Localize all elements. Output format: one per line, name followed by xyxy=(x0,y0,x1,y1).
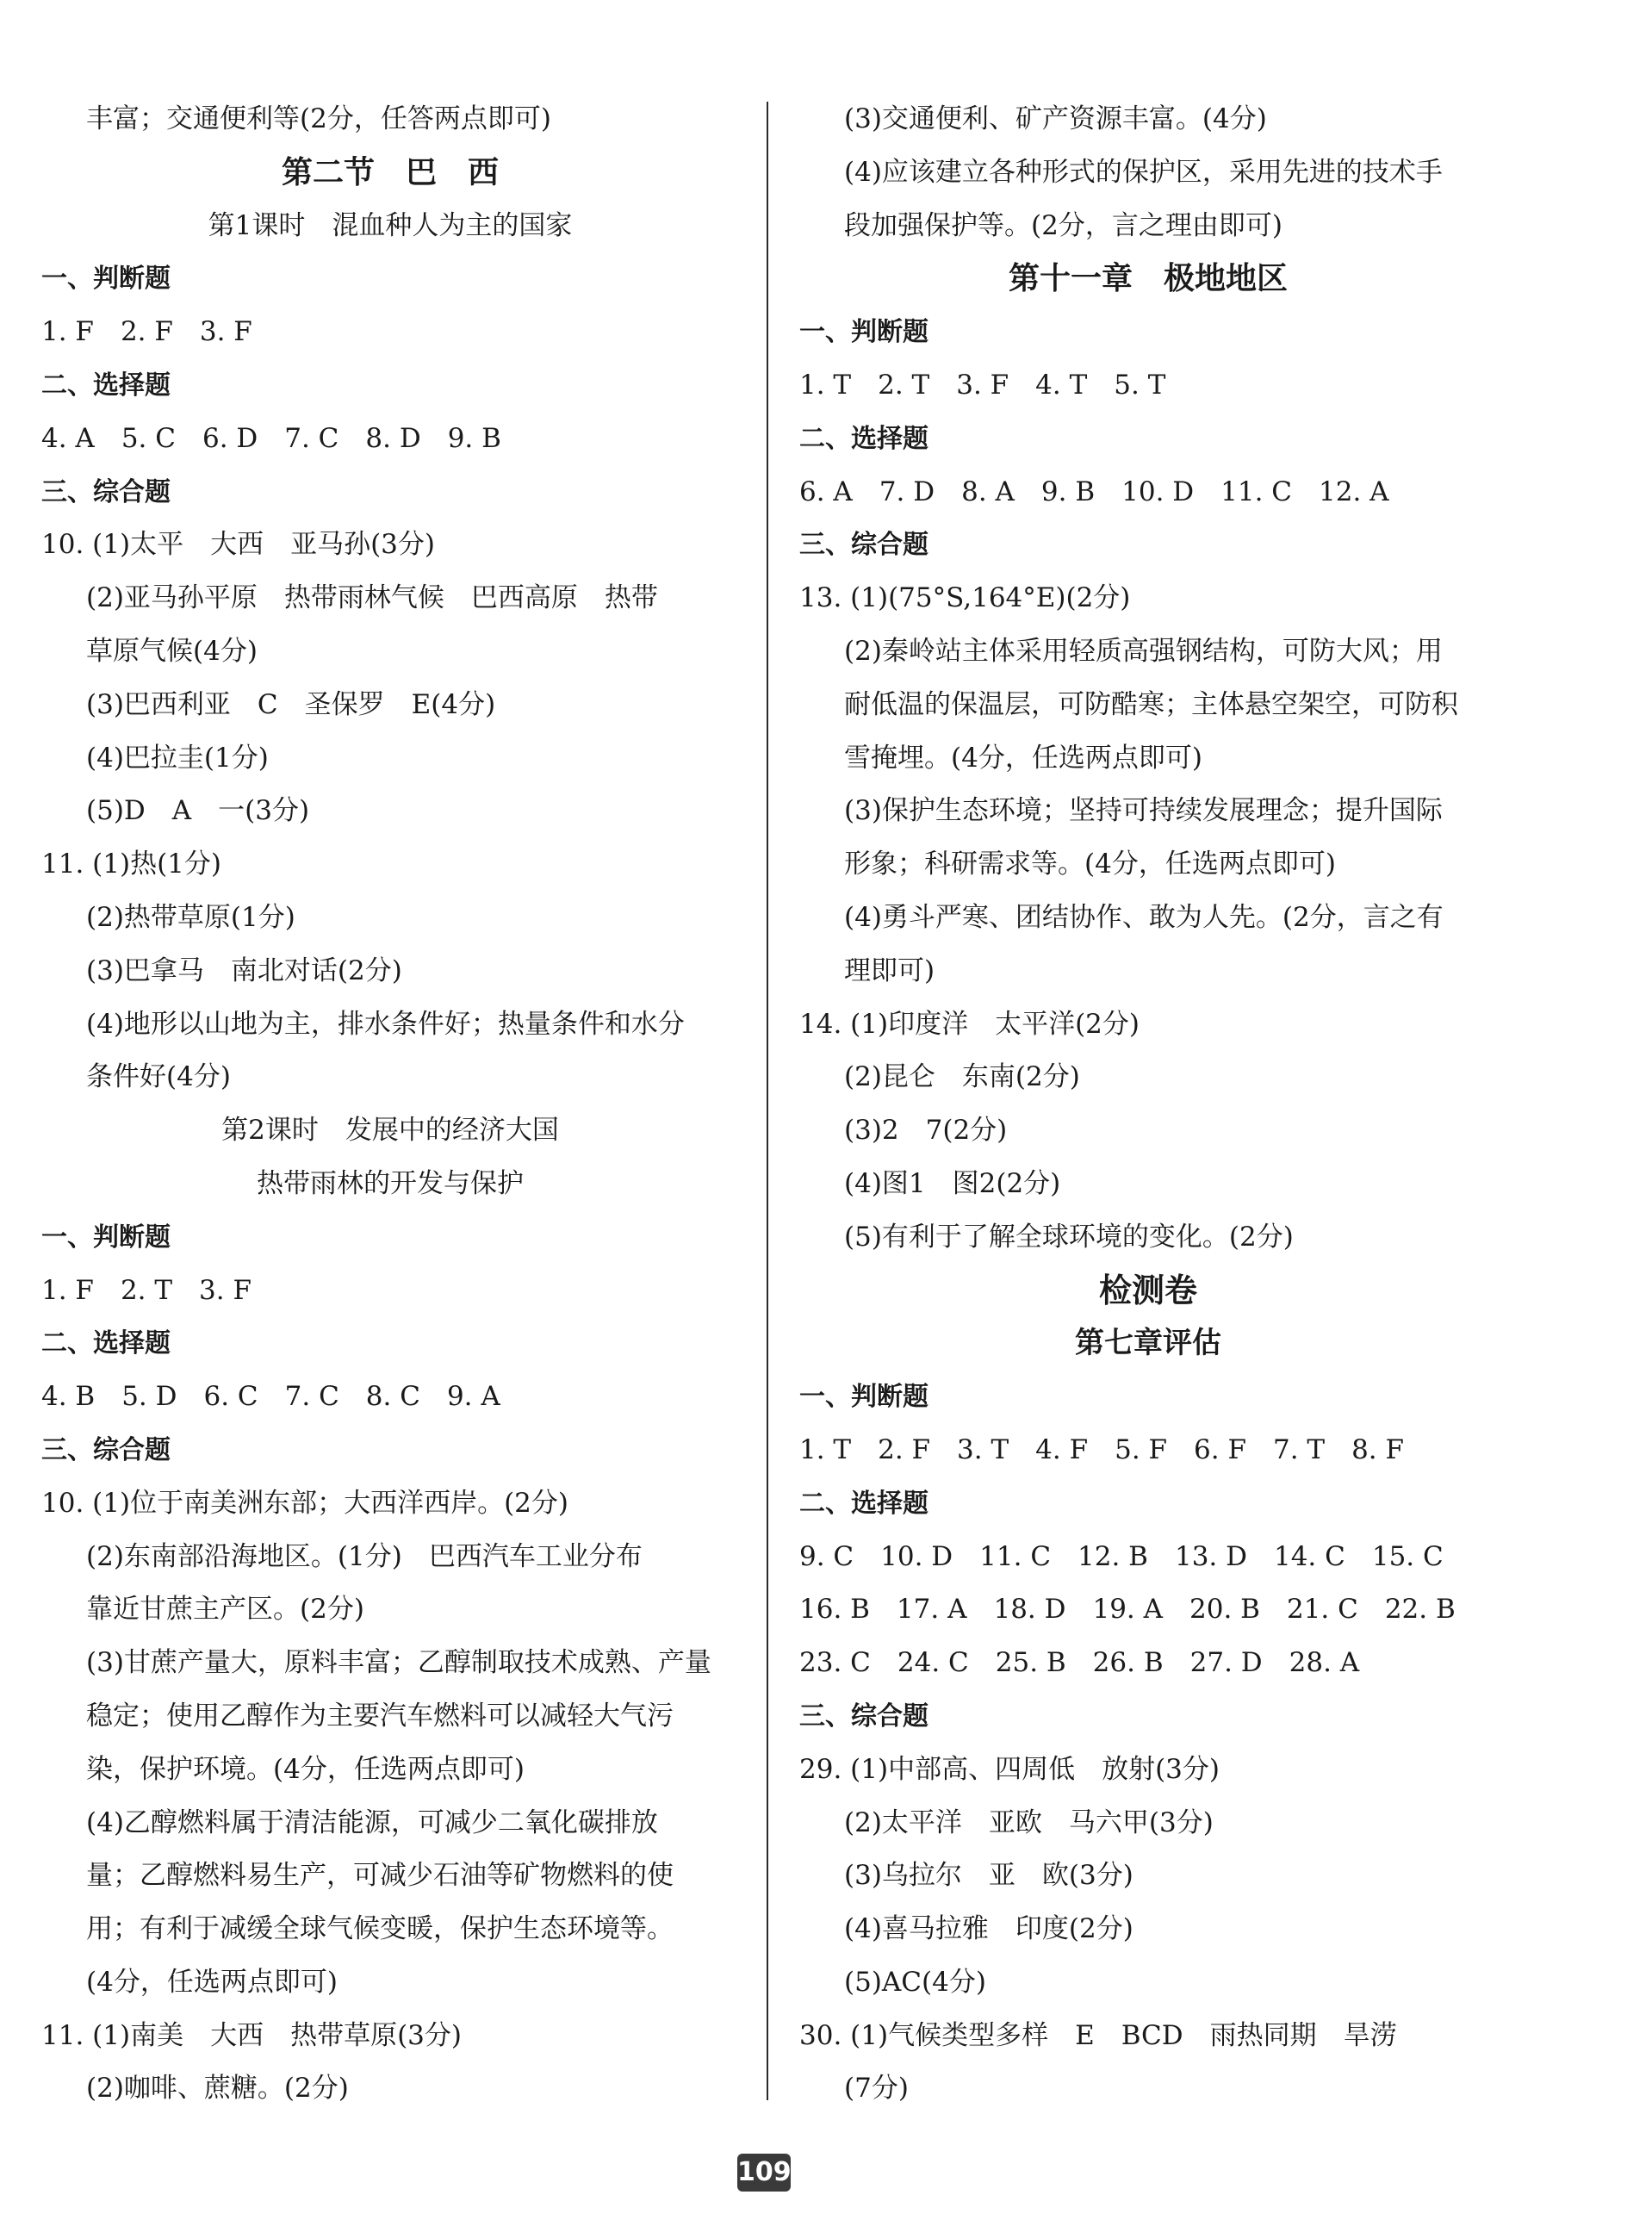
right-text-line: 14. (1)印度洋 太平洋(2分) xyxy=(799,1008,1140,1040)
right-text-line: 理即可) xyxy=(844,954,935,986)
right-question-type-heading: 三、综合题 xyxy=(799,530,928,561)
left-text-line: (4)地形以山地为主，排水条件好；热量条件和水分 xyxy=(86,1008,685,1040)
right-column xyxy=(799,93,1497,2116)
right-text-line: (2)太平洋 亚欧 马六甲(3分) xyxy=(844,1806,1214,1838)
right-text-line: 30. (1)气候类型多样 E BCD 雨热同期 旱涝 xyxy=(799,2019,1397,2051)
left-text-line: 11. (1)热(1分) xyxy=(41,849,221,880)
left-text-line: 稳定；使用乙醇作为主要汽车燃料可以减轻大气污 xyxy=(86,1700,674,1732)
right-text-line: (4)应该建立各种形式的保护区，采用先进的技术手 xyxy=(844,156,1443,188)
left-text-line: (4)乙醇燃料属于清洁能源，可减少二氧化碳排放 xyxy=(86,1806,658,1838)
left-answer-key-line: 4. B 5. D 6. C 7. C 8. C 9. A xyxy=(41,1381,500,1413)
left-text-line: 量；乙醇燃料易生产，可减少石油等矿物燃料的使 xyxy=(86,1860,674,1892)
left-text-line: 靠近甘蔗主产区。(2分) xyxy=(86,1594,364,1626)
left-question-type-heading: 三、综合题 xyxy=(41,476,171,507)
right-text-line: (4)图1 图2(2分) xyxy=(844,1167,1061,1199)
left-question-type-heading: 一、判断题 xyxy=(41,1222,171,1253)
left-answer-key-line: 1. F 2. F 3. F xyxy=(41,316,252,348)
left-text-line: (5)D A 一(3分) xyxy=(86,795,310,827)
right-question-type-heading: 一、判断题 xyxy=(799,317,928,348)
left-text-line: (3)巴西利亚 C 圣保罗 E(4分) xyxy=(86,688,496,720)
right-text-line: (3)2 7(2分) xyxy=(844,1115,1008,1147)
left-text-line: 染，保护环境。(4分，任选两点即可) xyxy=(86,1753,525,1785)
left-answer-key-line: 4. A 5. C 6. D 7. C 8. D 9. B xyxy=(41,422,501,454)
right-answer-key-line: 6. A 7. D 8. A 9. B 10. D 11. C 12. A xyxy=(799,476,1389,507)
right-test-title: 检测卷 xyxy=(1098,1271,1197,1309)
right-answer-key-line: 16. B 17. A 18. D 19. A 20. B 21. C 22. B xyxy=(799,1594,1456,1626)
right-text-line: 雪掩埋。(4分，任选两点即可) xyxy=(844,742,1202,774)
column-divider xyxy=(767,102,768,2100)
right-text-line: (7分) xyxy=(844,2073,909,2105)
right-text-line: (4)勇斗严寒、团结协作、敢为人先。(2分，言之有 xyxy=(844,901,1444,933)
left-text-line: 草原气候(4分) xyxy=(86,635,258,667)
right-test-subtitle: 第七章评估 xyxy=(1075,1326,1221,1361)
right-text-line: (3)交通便利、矿产资源丰富。(4分) xyxy=(844,103,1267,134)
left-question-type-heading: 二、选择题 xyxy=(41,1328,171,1359)
page-number: 109 xyxy=(737,2154,791,2192)
right-text-line: (3)保护生态环境；坚持可持续发展理念；提升国际 xyxy=(844,795,1443,827)
right-text-line: (3)乌拉尔 亚 欧(3分) xyxy=(844,1860,1133,1892)
right-answer-key-line: 23. C 24. C 25. B 26. B 27. D 28. A xyxy=(799,1647,1360,1679)
left-column xyxy=(41,93,739,2116)
left-text-line: 丰富；交通便利等(2分，任答两点即可) xyxy=(86,103,551,134)
left-text-line: (4)巴拉圭(1分) xyxy=(86,742,269,774)
left-question-type-heading: 一、判断题 xyxy=(41,264,171,295)
left-text-line: 11. (1)南美 大西 热带草原(3分) xyxy=(41,2019,462,2051)
left-lesson-title: 热带雨林的开发与保护 xyxy=(257,1167,524,1199)
right-answer-key-line: 1. T 2. F 3. T 4. F 5. F 6. F 7. T 8. F xyxy=(799,1433,1405,1465)
left-answer-key-line: 1. F 2. T 3. F xyxy=(41,1274,252,1306)
left-text-line: 用；有利于减缓全球气候变暖，保护生态环境等。 xyxy=(86,1913,674,1945)
left-text-line: 10. (1)太平 大西 亚马孙(3分) xyxy=(41,529,435,561)
right-question-type-heading: 二、选择题 xyxy=(799,423,928,454)
left-text-line: (2)亚马孙平原 热带雨林气候 巴西高原 热带 xyxy=(86,582,658,614)
left-text-line: 10. (1)位于南美洲东部；大西洋西岸。(2分) xyxy=(41,1487,568,1519)
right-text-line: 段加强保护等。(2分，言之理由即可) xyxy=(844,209,1282,241)
right-text-line: 形象；科研需求等。(4分，任选两点即可) xyxy=(844,849,1336,880)
left-question-type-heading: 三、综合题 xyxy=(41,1434,171,1465)
left-text-line: (2)咖啡、蔗糖。(2分) xyxy=(86,2073,349,2105)
right-question-type-heading: 二、选择题 xyxy=(799,1488,928,1519)
right-text-line: 13. (1)(75°S,164°E)(2分) xyxy=(799,582,1131,614)
right-answer-key-line: 1. T 2. T 3. F 4. T 5. T xyxy=(799,369,1166,401)
right-chapter-title: 第十一章 极地地区 xyxy=(1008,260,1288,297)
left-question-type-heading: 二、选择题 xyxy=(41,370,171,401)
left-text-line: (4分，任选两点即可) xyxy=(86,1966,338,1998)
right-text-line: 耐低温的保温层，可防酷寒；主体悬空架空，可防积 xyxy=(844,688,1458,720)
right-question-type-heading: 三、综合题 xyxy=(799,1701,928,1732)
right-text-line: (2)秦岭站主体采用轻质高强钢结构，可防大风；用 xyxy=(844,635,1443,667)
right-text-line: 29. (1)中部高、四周低 放射(3分) xyxy=(799,1753,1220,1785)
right-text-line: (5)有利于了解全球环境的变化。(2分) xyxy=(844,1221,1294,1253)
left-lesson-title: 第2课时 发展中的经济大国 xyxy=(221,1115,559,1147)
right-answer-key-line: 9. C 10. D 11. C 12. B 13. D 14. C 15. C xyxy=(799,1540,1444,1572)
left-text-line: (3)巴拿马 南北对话(2分) xyxy=(86,954,402,986)
left-text-line: (3)甘蔗产量大，原料丰富；乙醇制取技术成熟、产量 xyxy=(86,1647,711,1679)
left-lesson-title: 第1课时 混血种人为主的国家 xyxy=(208,209,573,241)
left-text-line: 条件好(4分) xyxy=(86,1061,231,1093)
right-question-type-heading: 一、判断题 xyxy=(799,1382,928,1413)
right-text-line: (4)喜马拉雅 印度(2分) xyxy=(844,1913,1133,1945)
left-text-line: (2)东南部沿海地区。(1分) 巴西汽车工业分布 xyxy=(86,1540,643,1572)
left-section-title: 第二节 巴 西 xyxy=(281,153,499,190)
right-text-line: (5)AC(4分) xyxy=(844,1966,986,1998)
right-text-line: (2)昆仑 东南(2分) xyxy=(844,1061,1080,1093)
left-text-line: (2)热带草原(1分) xyxy=(86,901,295,933)
